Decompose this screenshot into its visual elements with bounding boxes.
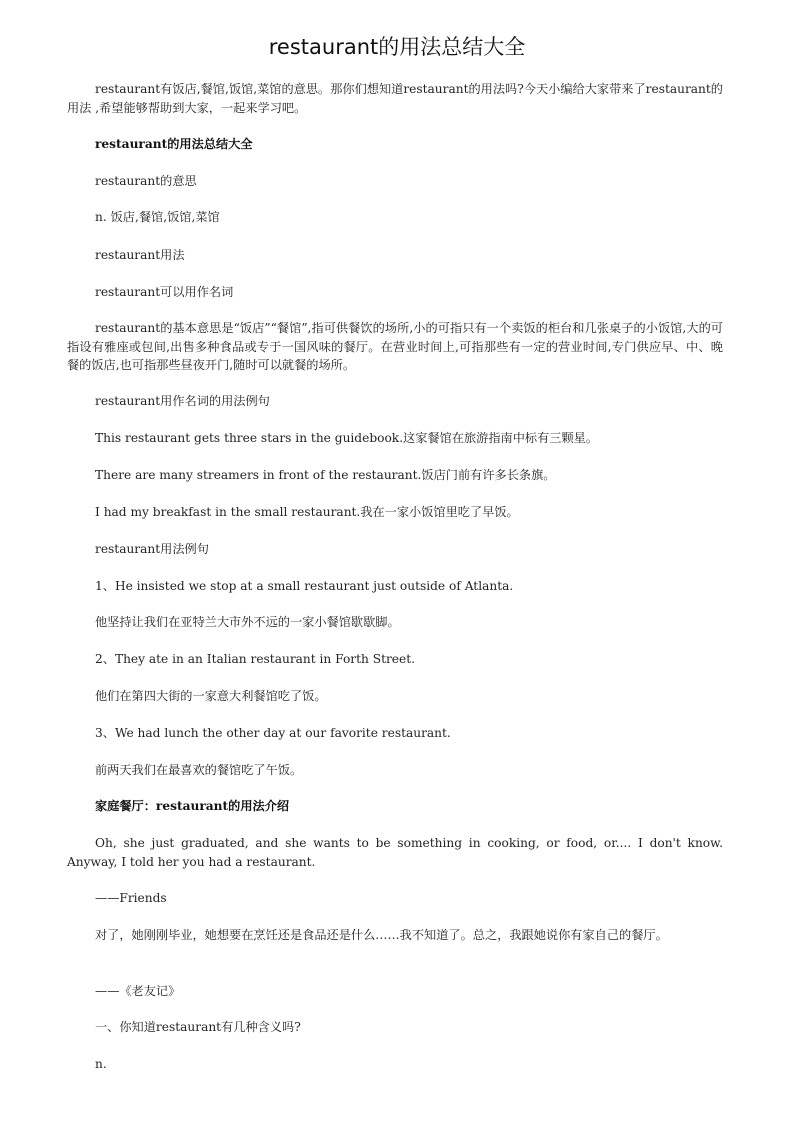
usage-example-3-zh: 前两天我们在最喜欢的餐馆吃了午饭。 <box>95 763 303 777</box>
quote-english-paragraph: Oh, she just graduated, and she wants to be something in cooking, or food, or.... I don't know. Anyway, I told her you had a restaurant. <box>67 836 723 869</box>
page-title: restaurant的用法总结大全 <box>268 35 526 59</box>
noun-examples-label: restaurant用作名词的用法例句 <box>95 394 270 408</box>
meaning-definition: n. 饭店,餐馆,饭馆,菜馆 <box>95 210 220 224</box>
usage-examples-label: restaurant用法例句 <box>95 542 209 556</box>
section-heading-summary: restaurant的用法总结大全 <box>95 137 253 151</box>
usage-label: restaurant用法 <box>95 248 185 262</box>
usage-example-2-en: 2、They ate in an Italian restaurant in Forth Street. <box>95 652 415 666</box>
example-sentence-3: I had my breakfast in the small restaurant.我在一家小饭馆里吃了早饭。 <box>95 505 519 519</box>
example-sentence-2: There are many streamers in front of the restaurant.饭店门前有许多长条旗。 <box>95 468 556 482</box>
usage-example-1-en: 1、He insisted we stop at a small restaurant just outside of Atlanta. <box>95 579 514 593</box>
quote-chinese-paragraph: 对了，她刚刚毕业，她想要在烹饪还是食品还是什么……我不知道了。总之，我跟她说你有家自己的餐厅。 <box>95 928 668 942</box>
example-sentence-1: This restaurant gets three stars in the guidebook.这家餐馆在旅游指南中标有三颗星。 <box>95 431 599 445</box>
part-of-speech-label: n. <box>95 1057 107 1071</box>
noun-description-paragraph: restaurant的基本意思是“饭店”“餐馆”,指可供餐饮的场所,小的可指只有一个卖饭的柜台和几张桌子的小饭馆,大的可指设有雅座或包间,出售多种食品或专于一国风味的餐厅。在营业时间上,可指那些有一定的营业时间,专门供应早、中、晚餐的饭店,也可指那些昼夜开门,随时可以就餐的场所。 <box>67 321 723 372</box>
quote-source-english: ——Friends <box>95 891 167 905</box>
meaning-label: restaurant的意思 <box>95 174 197 188</box>
usage-example-3-en: 3、We had lunch the other day at our favorite restaurant. <box>95 726 451 740</box>
noun-usage-label: restaurant可以用作名词 <box>95 285 234 299</box>
quote-source-chinese: ——《老友记》 <box>95 984 181 998</box>
usage-example-2-zh: 他们在第四大街的一家意大利餐馆吃了饭。 <box>95 689 327 703</box>
intro-paragraph: restaurant有饭店,餐馆,饭馆,菜馆的意思。那你们想知道restaurant的用法吗?今天小编给大家带来了restaurant的用法 ,希望能够帮助到大家，一起来学习吧。 <box>67 82 723 115</box>
question-heading: 一、你知道restaurant有几种含义吗? <box>95 1020 301 1034</box>
usage-example-1-zh: 他坚持让我们在亚特兰大市外不远的一家小餐馆歇歇脚。 <box>95 615 400 629</box>
section-heading-family-restaurant: 家庭餐厅：restaurant的用法介绍 <box>95 799 290 813</box>
